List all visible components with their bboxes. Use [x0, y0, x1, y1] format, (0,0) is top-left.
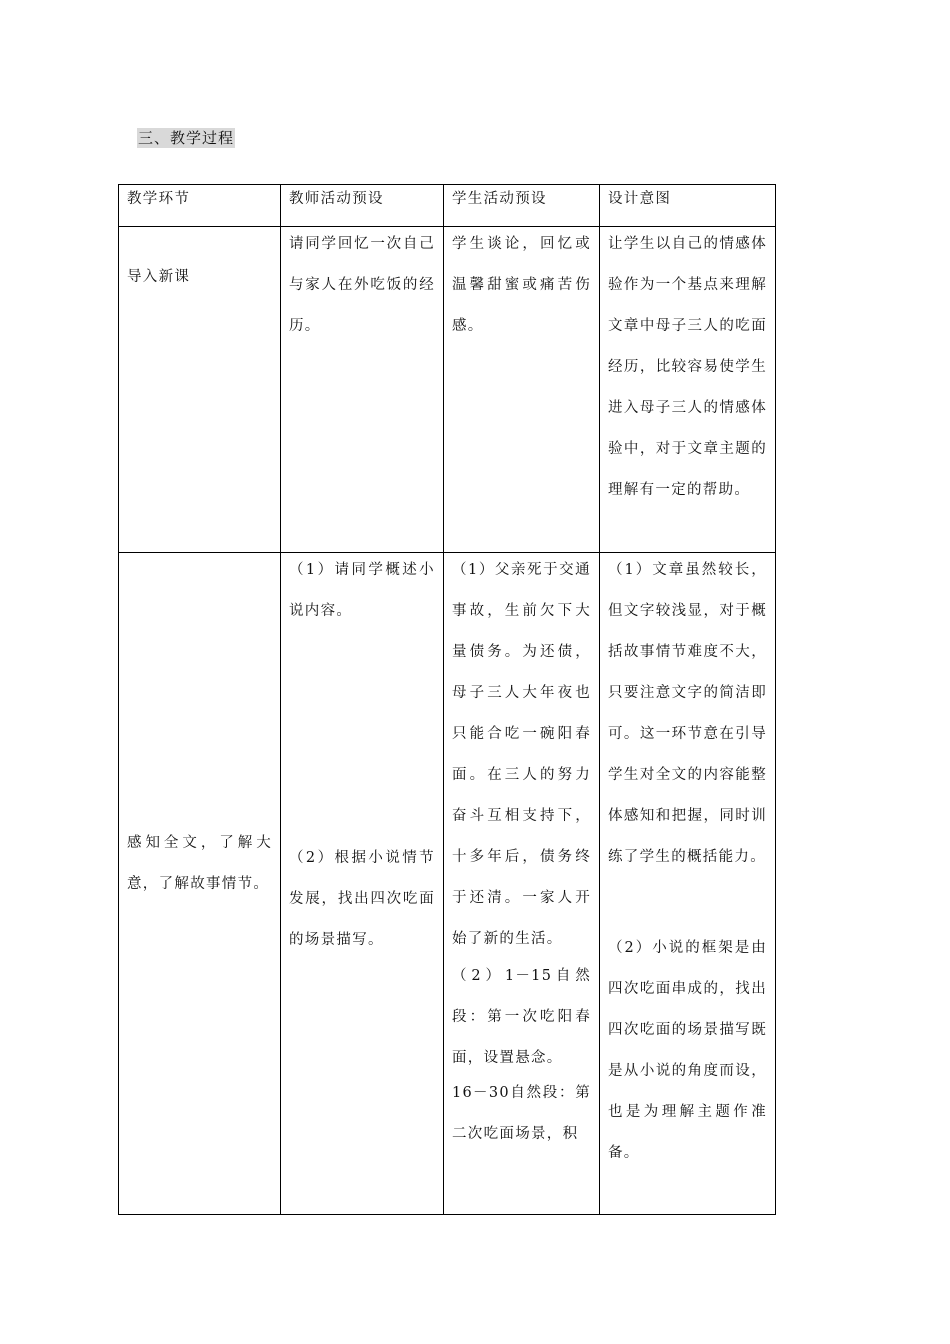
student-text-2: （2）1－15自然段：第一次吃阳春面，设置悬念。	[452, 968, 591, 1066]
table-row	[119, 553, 776, 1215]
section-title: 三、教学过程	[138, 129, 235, 147]
intent-text: 让学生以自己的情感体验作为一个基点来理解文章中母子三人的吃面经历，比较容易使学生进入母子三人的情感体验中，对于文章主题的理解有一定的帮助。	[608, 236, 767, 498]
student-cell	[444, 227, 600, 553]
intent-cell	[600, 227, 776, 553]
student-text-1: （1）父亲死于交通事故，生前欠下大量债务。为还债，母子三人大年夜也只能合吃一碗阳春面。在三人的努力奋斗互相支持下，十多年后，债务终于还清。一家人开始了新的生活。	[452, 562, 591, 947]
header-cell-student: 学生活动预设	[444, 185, 600, 227]
header-cell-stage: 教学环节	[119, 185, 281, 227]
stage-cell	[119, 227, 281, 553]
intent-text-2: （2）小说的框架是由四次吃面串成的，找出四次吃面的场景描写既是从小说的角度而设，也是为理解主题作准备。	[608, 940, 767, 1161]
header-cell-intent: 设计意图	[600, 185, 776, 227]
intent-cell	[600, 553, 776, 1215]
teacher-text: 请同学回忆一次自己与家人在外吃饭的经历。	[289, 236, 435, 334]
intent-text-1: （1）文章虽然较长，但文字较浅显，对于概括故事情节难度不大，只要注意文字的简洁即可。这一环节意在引导学生对全文的内容能整体感知和把握，同时训练了学生的概括能力。	[608, 562, 767, 865]
table-header-row	[119, 185, 776, 227]
teacher-cell	[281, 227, 444, 553]
student-text: 学生谈论，回忆或温馨甜蜜或痛苦伤感。	[452, 236, 591, 334]
student-text-3: 16－30自然段：第二次吃面场景，积	[452, 1085, 591, 1142]
teacher-text-2: （2）根据小说情节发展，找出四次吃面的场景描写。	[289, 850, 435, 948]
stage-cell	[119, 553, 281, 1215]
teacher-cell	[281, 553, 444, 1215]
teacher-text-1: （1）请同学概述小说内容。	[289, 562, 435, 619]
header-cell-teacher: 教师活动预设	[281, 185, 444, 227]
stage-text: 导入新课	[127, 269, 191, 285]
student-cell	[444, 553, 600, 1215]
teaching-process-table	[118, 184, 776, 1215]
table-row	[119, 227, 776, 553]
stage-text: 感知全文，了解大意，了解故事情节。	[127, 834, 272, 892]
